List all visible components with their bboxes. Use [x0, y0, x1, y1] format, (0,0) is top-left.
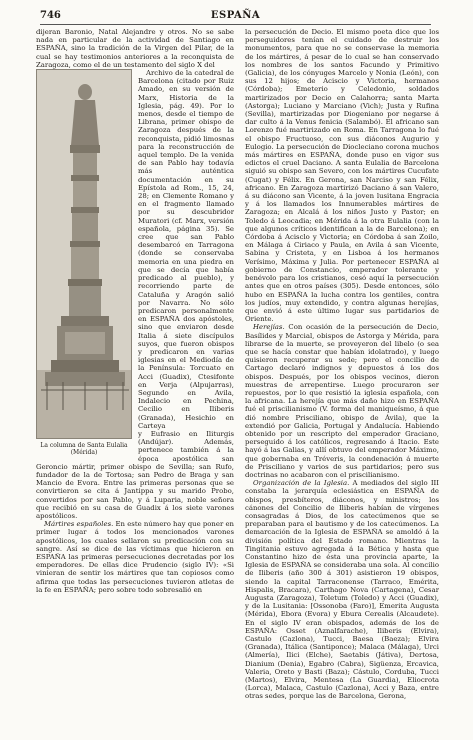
left-column	[36, 28, 234, 728]
running-title: ESPAÑA	[210, 10, 261, 21]
caption-line-1: La columna de Santa Eulalia	[40, 442, 128, 450]
left-paragraph-4-text: En este número hay que poner en primer lugar á todos los mencionados varones apostólicos, los cuales sellaron su predicación con su sangre. Así se dice de las víctimas que hicieron en ESPAÑA las primeras persecuciones decretadas por los emperadores. De ellas dice Prudencio (siglo IV): «Si vinieran de sentir los mártires que tan copiosos como afirma que todas las persecuciones tuvieron atletas de la fe en ESPAÑA; pero sobre todo sobresalió en	[36, 520, 234, 594]
page-header	[40, 10, 431, 24]
right-paragraph-2	[245, 323, 439, 479]
page-number: 746	[40, 10, 61, 21]
column-photo	[36, 69, 132, 439]
left-paragraph-3: y Eufrasio en Iliturgis (Andújar). Además, pertenece también á la época apostólica san Geroncio mártir, primer obispo de Sevilla; san Rufo, fundador de la de Tortosa; san Pedro de Braga y san Mancio de Evora. Entre las primeras personas que se convirtieron se cita á Jantippa y su marido Probo, convertidos por san Pablo, y á Luparia, noble señora que recibió en su casa de Guadix á los siete varones apostólicos.	[36, 429, 234, 520]
right-paragraph-2-text: Con ocasión de la persecución de Decio, Basílides y Marcial, obispos de Astorga y Mérida, para librarse de la muerte, se proveyeron del libelo (o sea que se hacía constar que habían idolatrado), y luego quisieron recuperar su sede; pero el concilio de Cartago declaró indignos y depuestos á los dos obispos. Después, por los obispos vecinos, dieron muestras de arrepentirse. Luego procuraron ser repuestos, por lo que resistió la iglesia española, con la africana. La herejía que más daño hizo en ESPAÑA fué el priscilianismo (V. forma del maniqueísmo, á que dió nombre Prisciliano, obispo de Ávila), que la extendió por Galicia, Portugal y Andalucía. Habiendo obtenido por un rescripto del emperador Graciano, perseguido á los católicos, regresando á Itacio. Este hayó á las Galias, y allí obtuvo del emperador Máximo, que gobernaba en Tréveris, la condenación á muerte de Prisciliano y varios de sus partidarios; pero sus doctrinas no acabaron con el priscilianismo.	[245, 323, 439, 479]
figure-caption	[36, 442, 132, 456]
left-paragraph-2: Archivo de la catedral de Barcelona (citado por Ruiz Amado, en su versión de Marx, Historia de la Iglesia, pág. 49). Por lo menos, desde el tiempo de Librana, primer obispo de Zaragoza después de la reconquista, pidió limosnas para la reconstrucción de aquel templo. De la venida de san Pablo hay todavía más auténtica documentación en su Epístola ad Rom., 15, 24, 28; en Clemente Romano y en el fragmento llamado por su descubridor Muratori (cf. Marx, versión española, página 35). Se cree que san Pablo desembarcó en Tarragona (donde se conservaba memoria en una piedra en que se decía que había predicado al pueblo), y recorriendo parte de Cataluña y Aragón salió por Navarra. No sólo predicaron personalmente en ESPAÑA dos apóstoles, sino que enviaron desde Italia á siete discípulos suyos, que fueron obispos y predicaron en varias iglesias en el Mediodía de la Península: Torcuato en Acci (Guadix), Ctesifonte en Verja (Alpujarras), Segundo en Avila, Indalecio en Pechina, Cecilio en Iliberis (Granada), Hesichio en Carteya	[138, 69, 234, 430]
left-paragraph-4	[36, 520, 234, 594]
right-paragraph-1: la persecución de Decio. El mismo poeta dice que los perseguidores tenían el cuidado de destruir los monumentos, para que no se conservase la memoria de los mártires, á pesar de lo cual se han conservado los nombres de los santos Facundo y Primitivo (Galicia), de los cónyuges Marcelo y Nonia (León), con sus 12 hijos; de Aciscio y Victoria, hermanos (Córdoba); Emeterio y Celedonio, soldados martirizados por Decio en Calahorra; santa Marta (Astorga); Luciano y Marciano (Vich); Justa y Rufina (Sevilla), martirizadas por Diogeniano por negarse á dar culto á la Venus fenicia (Salambó). El africano san Lorenzo fué martirizado en Roma. En Tarragona lo fué el obispo Fructuoso, con sus diáconos Augurio y Eulogio. La persecución de Diocleciano corona muchos más mártires en ESPAÑA, donde puso en vigor sus edictos el cruel Daciano. A santa Eulalia de Barcelona siguió su obispo san Severo, con los mártires Cucufate (Cugat) y Félix. En Gerona, san Narciso y san Félix, africano. En Zaragoza martirizó Daciano á san Valero, á su diácono san Vicente, á la joven lusitana Engracia y á los llamados los Innumerables mártires de Zaragoza; en Alcalá á los niños Justo y Pastor; en Toledo á Leocadia; en Mérida á la otra Eulalia (con la que algunos críticos identifican a la de Barcelona); en Córdoba á Acisclo y Victoria; en Córdoba á san Zoilo, en Málaga á Ciriaco y Paula, en Avila á san Vicente, Sabina y Cristeta, y en Lisboa á los hermanos Verísimo, Máxima y Julia. Por pertenecer ESPAÑA al gobierno de Constancio, emperador tolerante y benévolo para los cristianos, cesó aquí la persecución antes que en otros países (305). Desde entonces, sólo hubo en ESPAÑA la lucha contra los gentiles, contra los judíos, muy extendido, y contra algunas herejías, que envió á este último lugar sus partidarios de Oriente.	[245, 28, 439, 324]
heresies-subheading: Herejías.	[253, 323, 285, 332]
right-paragraph-3	[245, 479, 439, 700]
left-paragraph-1: dijeran Baronio, Natal Alejandre y otros. No se sabe nada en particular de la actividad de Santiago en ESPAÑA, sino la tradición de la Virgen del Pilar, de la cual se hay testimonios anteriores a la reconquista de Zaragoza, como el de un testamento del siglo X del	[36, 28, 234, 69]
header-rule	[40, 24, 431, 25]
right-paragraph-3-text: A mediados del siglo III constaba la jerarquía eclesiástica en ESPAÑA de obispos, presbíteros, diáconos, y ministros; los cánones del Concilio de Iliberis habían de vírgenes consagradas á Dios, de los catecúmenos que se preparaban para el bautismo y de los catecúmenos. La demarcación de la Iglesia de ESPAÑA se amoldó á la división política del Estado romano. Mientras la Tingitania estuvo agregada á la Bética y hasta que Constantino hizo de ésta una provincia aparte, la Iglesia de ESPAÑA se consideraba una sola. Al concilio de Iliberis (año 300 á 301) asistieron 19 obispos, siendo la capital Tarraconense (Tarraco, Emérita, Hispalis, Bracara), Carthago Nova (Cartagena), Cesar Augusta (Zaragoza), Toletum (Toledo) y Acci (Guadix), y de la Lusitania: [Ossonoba (Faro)], Emerita Augusta (Mérida), Ebora (Evora) y Ebura Cerealis (Alcaudete). En el siglo IV eran obispados, además de los de ESPAÑA: Osset (Aznalfarache), Iliberis (Elvira), Castulo (Cazlona), Tucci, Baesa (Baeza); Elvira (Granada), Itálica (Santiponce); Malaca (Málaga), Urci (Almería), Ilici (Elche), Saetabis (Játiva), Dertosa, Dianium (Denia), Egabro (Cabra), Sigüenza, Ercavica, Valeria, Oreto y Basti (Baza); Cástulo, Corduba, Tucci (Martos), Elvira, Mentesa (La Guardia), Eliocrota (Lorca), Malaca, Castulo (Cazlona), Acci y Baza, entre otras sedes, porque las de Barcelona, Gerona,	[245, 479, 439, 701]
martyrs-subheading: Mártires españoles.	[44, 520, 114, 529]
right-column	[245, 28, 439, 728]
column-illustration	[37, 70, 132, 439]
figure	[36, 69, 132, 459]
organization-subheading: Organización de la Iglesia.	[253, 479, 350, 488]
caption-line-2: (Mérida)	[70, 449, 98, 457]
